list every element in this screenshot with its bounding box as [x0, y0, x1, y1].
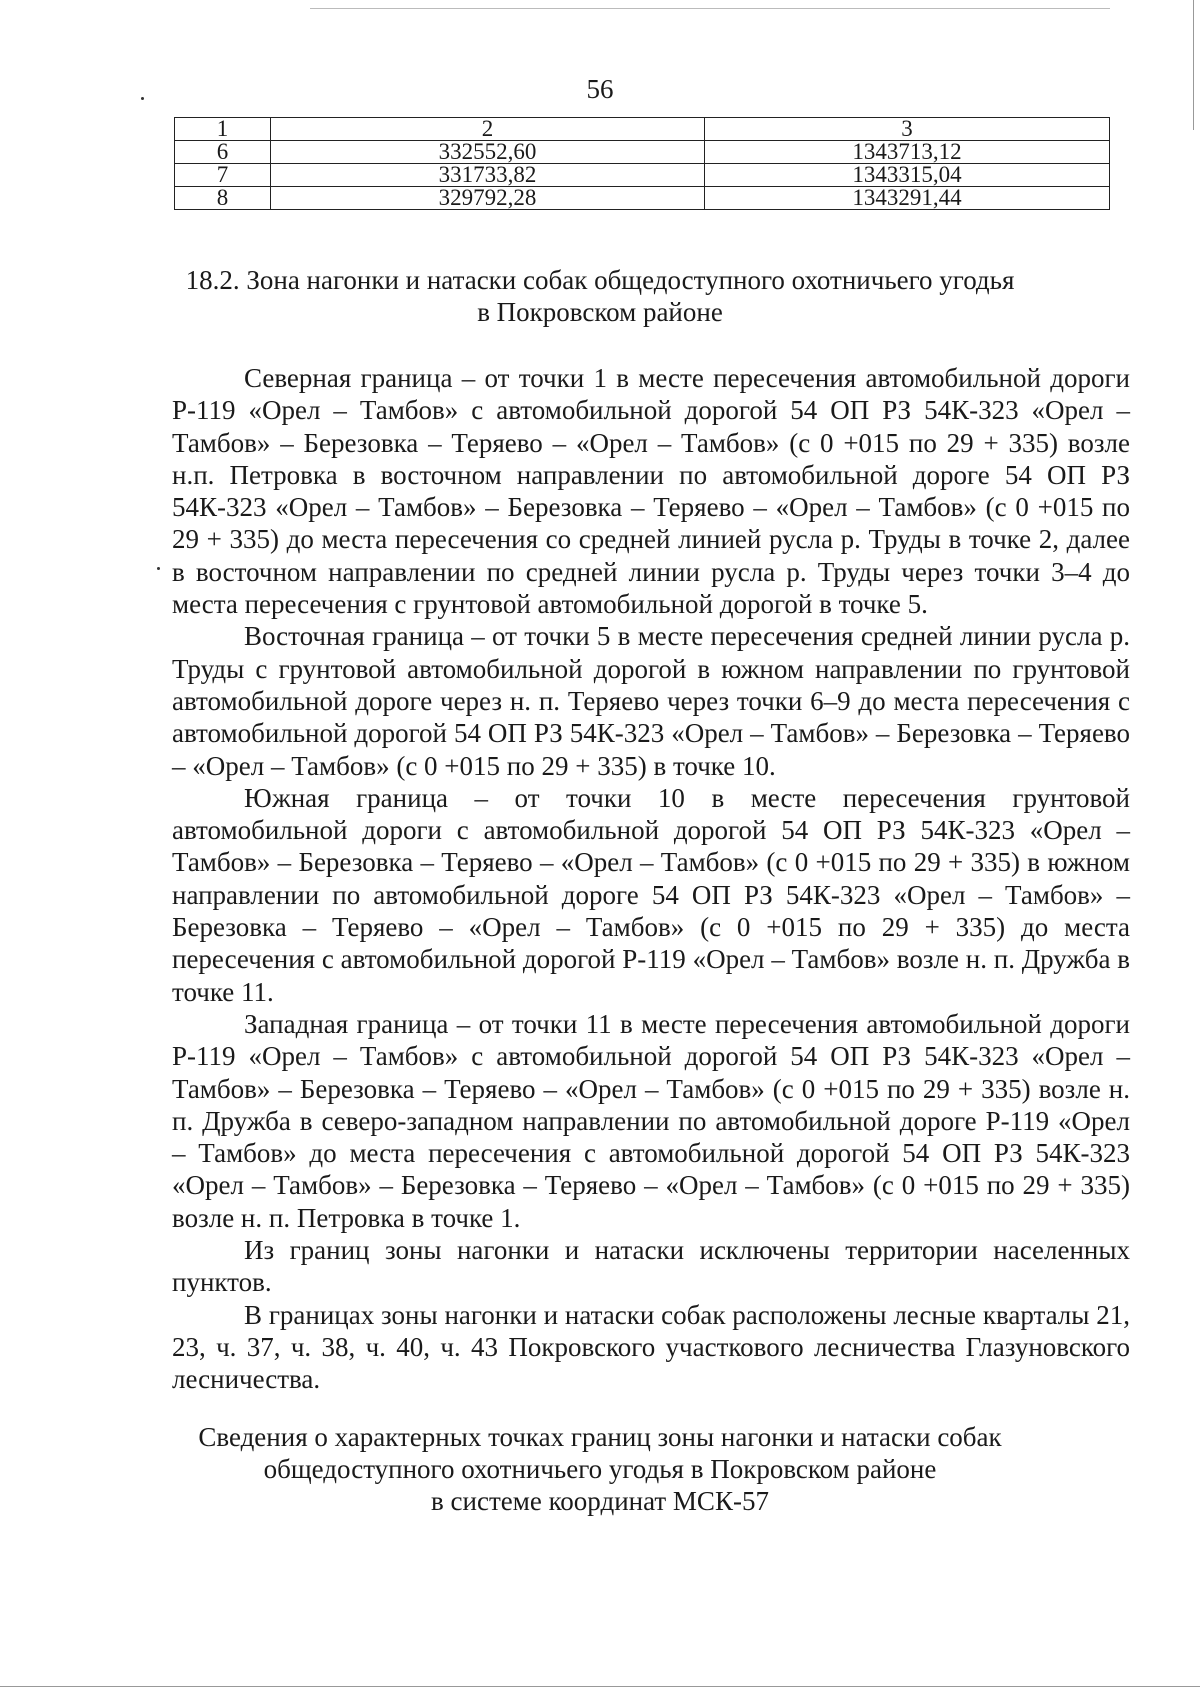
point-number-cell: 7 — [175, 164, 271, 187]
paragraph-west-boundary: Западная граница – от точки 11 в месте пересечения автомобильной дороги Р-119 «Орел – Тамбов» с автомобильной дорогой 54 ОП РЗ 54К-323 «Орел – Тамбов» – Березовка – Теряево – «Орел – Тамбов» (с 0 +015 по 29 + 335) возле н. п. Дружба в северо-западном направлении по автомобильной дороге Р-119 «Орел – Тамбов» до места пересечения с автомобильной дорогой 54 ОП РЗ 54К-323 «Орел – Тамбов» – Березовка – Теряево – «Орел – Тамбов» (с 0 +015 по 29 + 335) возле н. п. Петровка в точке 1. — [172, 1008, 1130, 1233]
scan-edge-top — [310, 8, 1110, 9]
table-header-row — [175, 118, 1110, 141]
coordinates-heading — [0, 1421, 1200, 1517]
section-heading — [0, 264, 1200, 328]
paragraph-exclusions: Из границ зоны нагонки и натаски исключены территории населенных пунктов. — [172, 1235, 1130, 1298]
x-coordinate-cell: 329792,28 — [271, 187, 705, 210]
section-heading-line: 18.2. Зона нагонки и натаски собак общедоступного охотничьего угодья — [185, 265, 1015, 295]
body-text — [172, 362, 1130, 1396]
coordinates-heading-line: в системе координат МСК-57 — [431, 1486, 769, 1516]
table-row — [175, 164, 1110, 187]
paragraph-north-boundary: Северная граница – от точки 1 в месте пересечения автомобильной дороги Р-119 «Орел – Тамбов» с автомобильной дорогой 54 ОП РЗ 54К-323 «Орел – Тамбов» – Березовка – Теряево – «Орел – Тамбов» (с 0 +015 по 29 + 335) возле н.п. Петровка в восточном направлении по автомобильной дороге 54 ОП РЗ 54К-323 «Орел – Тамбов» – Березовка – Теряево – «Орел – Тамбов» (с 0 +015 по 29 + 335) до места пересечения со средней линией русла р. Труды в точке 2, далее в восточном направлении по средней линии русла р. Труды через точки 3–4 до места пересечения с грунтовой автомобильной дорогой в точке 5. — [172, 363, 1130, 620]
y-coordinate-cell: 1343291,44 — [705, 187, 1110, 210]
paragraph-forest-quarters: В границах зоны нагонки и натаски собак расположены лесные кварталы 21, 23, ч. 37, ч. 38, ч. 40, ч. 43 Покровского участкового лесничества Глазуновского лесничества. — [172, 1299, 1130, 1395]
coordinates-heading-line: общедоступного охотничьего угодья в Покровском районе — [263, 1454, 937, 1484]
x-coordinate-cell: 331733,82 — [271, 164, 705, 187]
paragraph-east-boundary: Восточная граница – от точки 5 в месте пересечения средней линии русла р. Труды с грунтовой автомобильной дорогой в южном направлении по грунтовой автомобильной дороге через н. п. Теряево через точки 6–9 до места пересечения с автомобильной дорогой 54 ОП РЗ 54К-323 «Орел – Тамбов» – Березовка – Теряево – «Орел – Тамбов» (с 0 +015 по 29 + 335) в точке 10. — [172, 621, 1130, 781]
y-coordinate-cell: 1343315,04 — [705, 164, 1110, 187]
point-number-cell: 6 — [175, 141, 271, 164]
table-header-cell: 2 — [271, 118, 705, 141]
scan-edge-bottom — [0, 1686, 1200, 1687]
section-heading-line: в Покровском районе — [477, 297, 723, 327]
table-header-cell: 3 — [705, 118, 1110, 141]
y-coordinate-cell: 1343713,12 — [705, 141, 1110, 164]
x-coordinate-cell: 332552,60 — [271, 141, 705, 164]
scan-edge-right — [1193, 0, 1194, 130]
paragraph-south-boundary: Южная граница – от точки 10 в месте пересечения грунтовой автомобильной дороги с автомобильной дорогой 54 ОП РЗ 54К-323 «Орел – Тамбов» – Березовка – Теряево – «Орел – Тамбов» (с 0 +015 по 29 + 335) в южном направлении по автомобильной дороге 54 ОП РЗ 54К-323 «Орел – Тамбов» – Березовка – Теряево – «Орел – Тамбов» (с 0 +015 по 29 + 335) до места пересечения с автомобильной дорогой Р-119 «Орел – Тамбов» возле н. п. Дружба в точке 11. — [172, 782, 1130, 1007]
table-row — [175, 141, 1110, 164]
coordinates-table — [174, 117, 1110, 210]
coordinates-heading-line: Сведения о характерных точках границ зоны нагонки и натаски собак — [198, 1422, 1002, 1452]
page-number: 56 — [586, 74, 614, 104]
table-row — [175, 187, 1110, 210]
table-header-cell: 1 — [175, 118, 271, 141]
scan-speck — [157, 567, 160, 570]
point-number-cell: 8 — [175, 187, 271, 210]
